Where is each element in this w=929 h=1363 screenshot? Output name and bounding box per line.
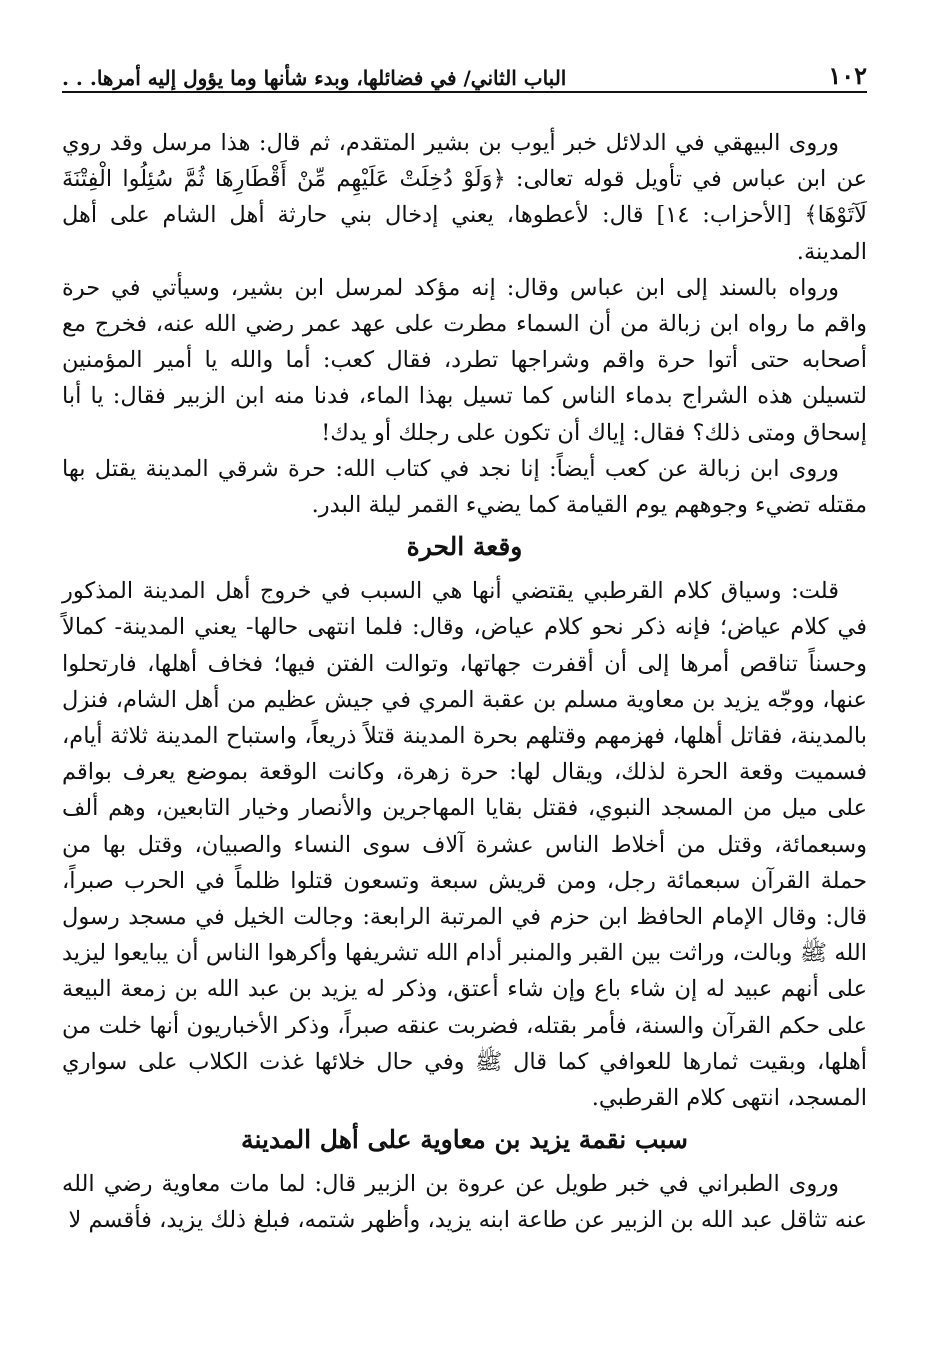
document-page [62,50,867,1350]
paragraph: وروى ابن زبالة عن كعب أيضاً: إنا نجد في كتاب الله: حرة شرقي المدينة يقتل بها مقتله تضيء وجوههم يوم القيامة كما يضيء القمر ليلة البدر. [62,455,867,519]
paragraph: وروى البيهقي في الدلائل خبر أيوب بن بشير المتقدم، ثم قال: هذا مرسل وقد روي عن ابن عباس في تأويل قوله تعالى: ﴿وَلَوْ دُخِلَتْ عَلَيْهِم مِّنْ أَقْطَارِهَا ثُمَّ سُئِلُوا الْفِتْنَةَ لَآتَوْهَا﴾ [الأحزاب: ١٤] قال: لأعطوها، يعني إدخال بني حارثة أهل الشام على أهل المدينة. [62,130,868,265]
chapter-title: الباب الثاني/ في فضائلها، وبدء شأنها وما يؤول إليه أمرها. . . [62,66,567,90]
running-header [62,50,867,93]
paragraph: وروى الطبراني في خبر طويل عن عروة بن الزبير قال: لما مات معاوية رضي الله عنه تثاقل عبد الله بن الزبير عن طاعة ابنه يزيد، وأظهر شتمه، فبلغ ذلك يزيد، فأقسم لا [62,1171,867,1234]
section-heading: سبب نقمة يزيد بن معاوية على أهل المدينة [241,1125,688,1155]
body-text [62,125,867,1239]
section-heading: وقعة الحرة [406,532,523,562]
page-number: ١٠٢ [828,61,867,90]
paragraph: ورواه بالسند إلى ابن عباس وقال: إنه مؤكد لمرسل ابن بشير، وسيأتي في حرة واقم ما رواه ابن زبالة من أن السماء مطرت على عهد عمر رضي الله عنه، فخرج مع أصحابه حتى أتوا حرة واقم وشراجها تطرد، فقال كعب: أما والله يا أمير المؤمنين لتسيلن هذه الشراج بدماء الناس كما تسيل بهذا الماء، فدنا منه ابن الزبير فقال: يا أبا إسحاق ومتى ذلك؟ فقال: إياك أن تكون على رجلك أو يدك! [62,274,867,446]
paragraph: قلت: وسياق كلام القرطبي يقتضي أنها هي السبب في خروج أهل المدينة المذكور في كلام عياض؛ فإنه ذكر نحو كلام عياض، وقال: فلما انتهى حالها- يعني المدينة- كمالاً وحسناً تناقص أمرها إلى أن أقفرت جهاتها، وتوالت الفتن فيها؛ فخاف أهلها، فارتحلوا عنها، ووجّه يزيد بن معاوية مسلم بن عقبة المري في جيش عظيم من أهل الشام، فنزل بالمدينة، فقاتل أهلها، فهزمهم وقتلهم بحرة المدينة قتلاً ذريعاً، واستباح المدينة ثلاثة أيام، فسميت وقعة الحرة لذلك، ويقال لها: حرة زهرة، وكانت الوقعة بموضع يعرف بواقم على ميل من المسجد النبوي، فقتل بقايا المهاجرين والأنصار وخيار التابعين، وهم ألف وسبعمائة، وقتل من أخلاط الناس عشرة آلاف سوى النساء والصبيان، وقتل بها من حملة القرآن سبعمائة رجل، ومن قريش سبعة وتسعون قتلوا ظلماً في الحرب صبراً، قال: وقال الإمام الحافظ ابن حزم في المرتبة الرابعة: وجالت الخيل في مسجد رسول الله ﷺ وبالت، وراثت بين القبر والمنبر أدام الله تشريفها وأكرهوا الناس أن يبايعوا ليزيد على أنهم عبيد له إن شاء باع وإن شاء أعتق، وذكر له يزيد بن عبد الله بن زمعة البيعة على حكم القرآن والسنة، فأمر بقتله، فضربت عنقه صبراً، وذكر الأخباريون أنها خلت من أهلها، وبقيت ثمارها للعوافي كما قال ﷺ وفي حال خلائها غذت الكلاب على سواري المسجد، انتهى كلام القرطبي. [62,578,867,1112]
